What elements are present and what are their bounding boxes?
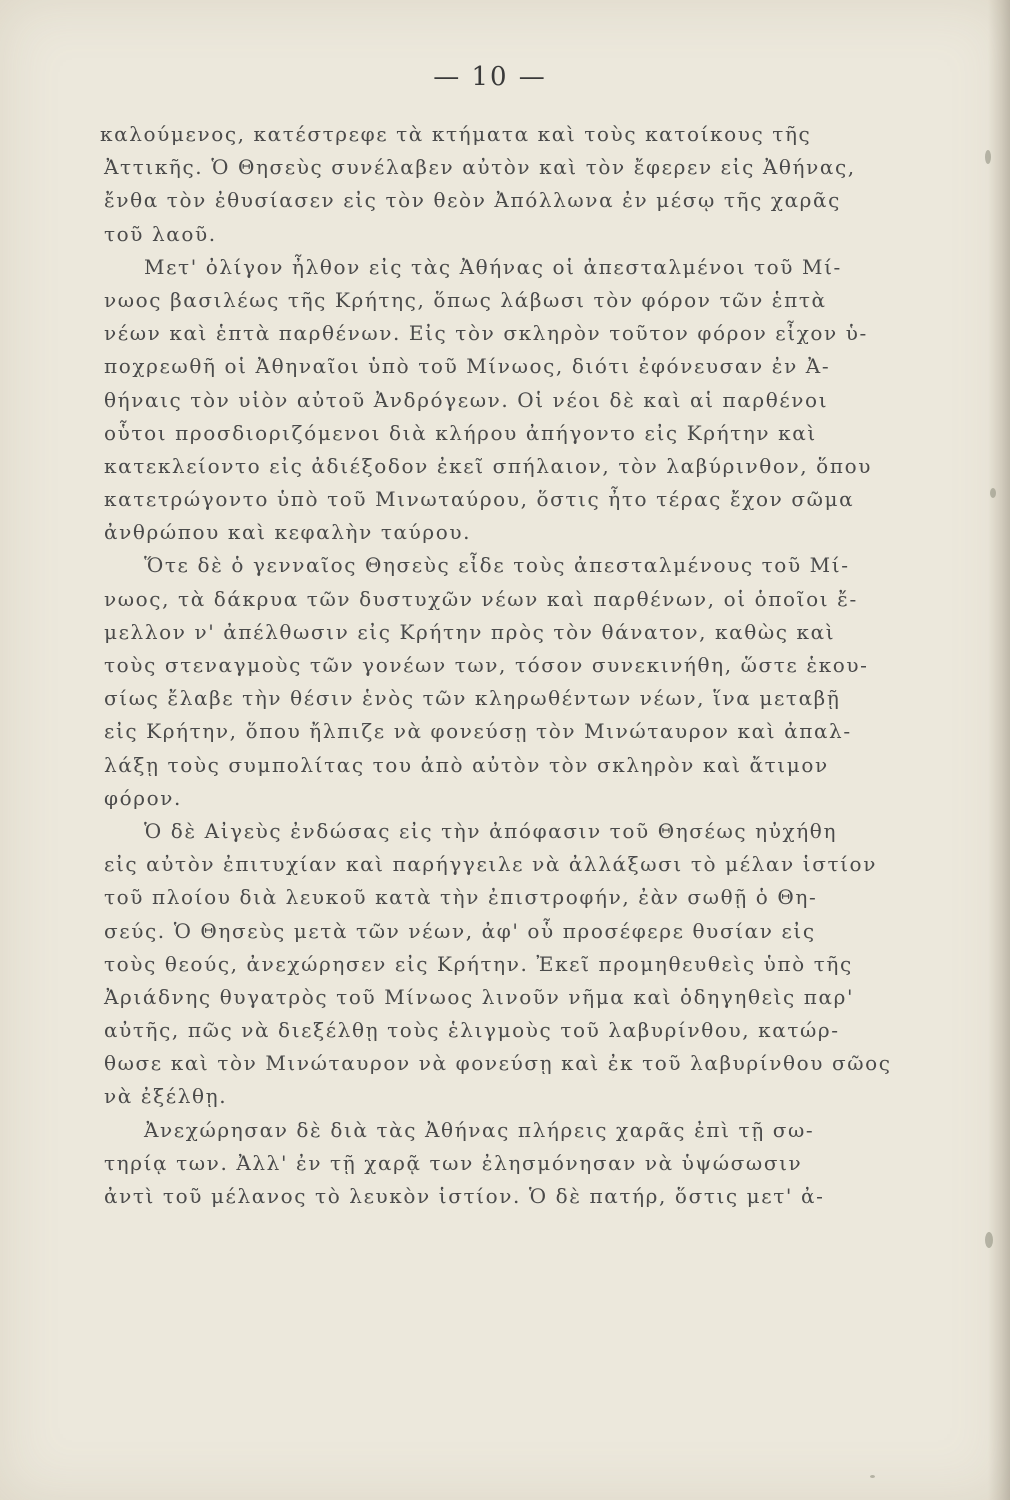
text-line: νὰ ἐξέλθῃ. [104,1084,228,1109]
text-line: Ἀριάδνης θυγατρὸς τοῦ Μίνωος λινοῦν νῆμα καὶ ὁδηγηθεὶς παρ' [104,984,855,1009]
text-line: ἔνθα τὸν ἐθυσίασεν εἰς τὸν θεὸν Ἀπόλλωνα ἐν μέσῳ τῆς χαρᾶς [104,188,841,213]
text-line: τοῦ πλοίου διὰ λευκοῦ κατὰ τὴν ἐπιστροφήν, ἐὰν σωθῇ ὁ Θη- [104,885,818,910]
text-line: νωος, τὰ δάκρυα τῶν δυστυχῶν νέων καὶ παρθένων, οἱ ὁποῖοι ἔ- [104,586,858,611]
text-line: λάξῃ τοὺς συμπολίτας του ἀπὸ αὐτὸν τὸν σκληρὸν καὶ ἄτιμον [104,752,829,777]
text-line: θωσε καὶ τὸν Μινώταυρον νὰ φονεύσῃ καὶ ἐκ τοῦ λαβυρίνθου σῶος [104,1051,892,1076]
page-number: — 10 — [433,62,547,92]
text-line: νωος βασιλέως τῆς Κρήτης, ὅπως λάβωσι τὸν φόρον τῶν ἑπτὰ [104,287,827,312]
body-text [100,118,894,1213]
text-line: Ὁ δὲ Αἰγεὺς ἐνδώσας εἰς τὴν ἀπόφασιν τοῦ Θησέως ηὐχήθη [144,818,838,843]
text-line: Μετ' ὀλίγον ἦλθον εἰς τὰς Ἀθήνας οἱ ἀπεσταλμένοι τοῦ Μί- [144,254,842,279]
paper-speck [985,150,991,164]
paper-speck [870,1475,875,1478]
page-edge-shadow [988,0,1010,1500]
text-line: ἀντὶ τοῦ μέλανος τὸ λευκὸν ἱστίον. Ὁ δὲ πατήρ, ὅστις μετ' ἀ- [104,1184,825,1208]
text-line: οὗτοι προσδιοριζόμενοι διὰ κλήρου ἀπήγοντο εἰς Κρήτην καὶ [104,420,817,445]
text-line: σίως ἔλαβε τὴν θέσιν ἑνὸς τῶν κληρωθέντων νέων, ἵνα μεταβῇ [104,686,841,711]
text-line: τοῦ λαοῦ. [104,221,217,246]
text-line: κατετρώγοντο ὑπὸ τοῦ Μινωταύρου, ὅστις ἦτο τέρας ἔχον σῶμα [104,487,855,512]
text-line: Ὅτε δὲ ὁ γενναῖος Θησεὺς εἶδε τοὺς ἀπεσταλμένους τοῦ Μί- [144,553,850,578]
text-line: αὐτῆς, πῶς νὰ διεξέλθῃ τοὺς ἑλιγμοὺς τοῦ λαβυρίνθου, κατώρ- [104,1018,840,1043]
text-line: εἰς αὐτὸν ἐπιτυχίαν καὶ παρήγγειλε νὰ ἀλλάξωσι τὸ μέλαν ἱστίον [104,852,877,877]
text-line: μελλον ν' ἀπέλθωσιν εἰς Κρήτην πρὸς τὸν θάνατον, καθὼς καὶ [104,619,836,644]
text-line: Ἀττικῆς. Ὁ Θησεὺς συνέλαβεν αὐτὸν καὶ τὸν ἔφερεν εἰς Ἀθήνας, [104,155,856,180]
text-line: φόρον. [104,785,182,810]
text-line: θήναις τὸν υἱὸν αὐτοῦ Ἀνδρόγεων. Οἱ νέοι δὲ καὶ αἱ παρθένοι [104,387,829,412]
text-line: τηρίᾳ των. Ἀλλ' ἐν τῇ χαρᾷ των ἐλησμόνησαν νὰ ὑψώσωσιν [104,1150,803,1175]
text-line: ποχρεωθῆ οἱ Ἀθηναῖοι ὑπὸ τοῦ Μίνωος, διότι ἐφόνευσαν ἐν Ἀ- [104,354,831,379]
text-line: σεύς. Ὁ Θησεὺς μετὰ τῶν νέων, ἀφ' οὗ προσέφερε θυσίαν εἰς [104,918,816,943]
text-line: τοὺς στεναγμοὺς τῶν γονέων των, τόσον συνεκινήθη, ὥστε ἑκου- [104,653,869,677]
text-line: Ἀνεχώρησαν δὲ διὰ τὰς Ἀθήνας πλήρεις χαρᾶς ἐπὶ τῇ σω- [144,1117,815,1142]
text-line: καλούμενος, κατέστρεφε τὰ κτήματα καὶ τοὺς κατοίκους τῆς [100,122,812,146]
text-line: νέων καὶ ἑπτὰ παρθένων. Εἰς τὸν σκληρὸν τοῦτον φόρον εἶχον ὑ- [104,321,868,346]
text-line: εἰς Κρήτην, ὅπου ἤλπιζε νὰ φονεύσῃ τὸν Μινώταυρον καὶ ἀπαλ- [104,719,852,744]
text-line: ἀνθρώπου καὶ κεφαλὴν ταύρου. [104,520,472,545]
text-line: κατεκλείοντο εἰς ἀδιέξοδον ἐκεῖ σπήλαιον, τὸν λαβύρινθον, ὅπου [104,453,872,478]
paper-speck [985,1232,993,1248]
text-line: τοὺς θεούς, ἀνεχώρησεν εἰς Κρήτην. Ἐκεῖ προμηθευθεὶς ὑπὸ τῆς [104,951,853,976]
paper-speck [990,488,996,498]
